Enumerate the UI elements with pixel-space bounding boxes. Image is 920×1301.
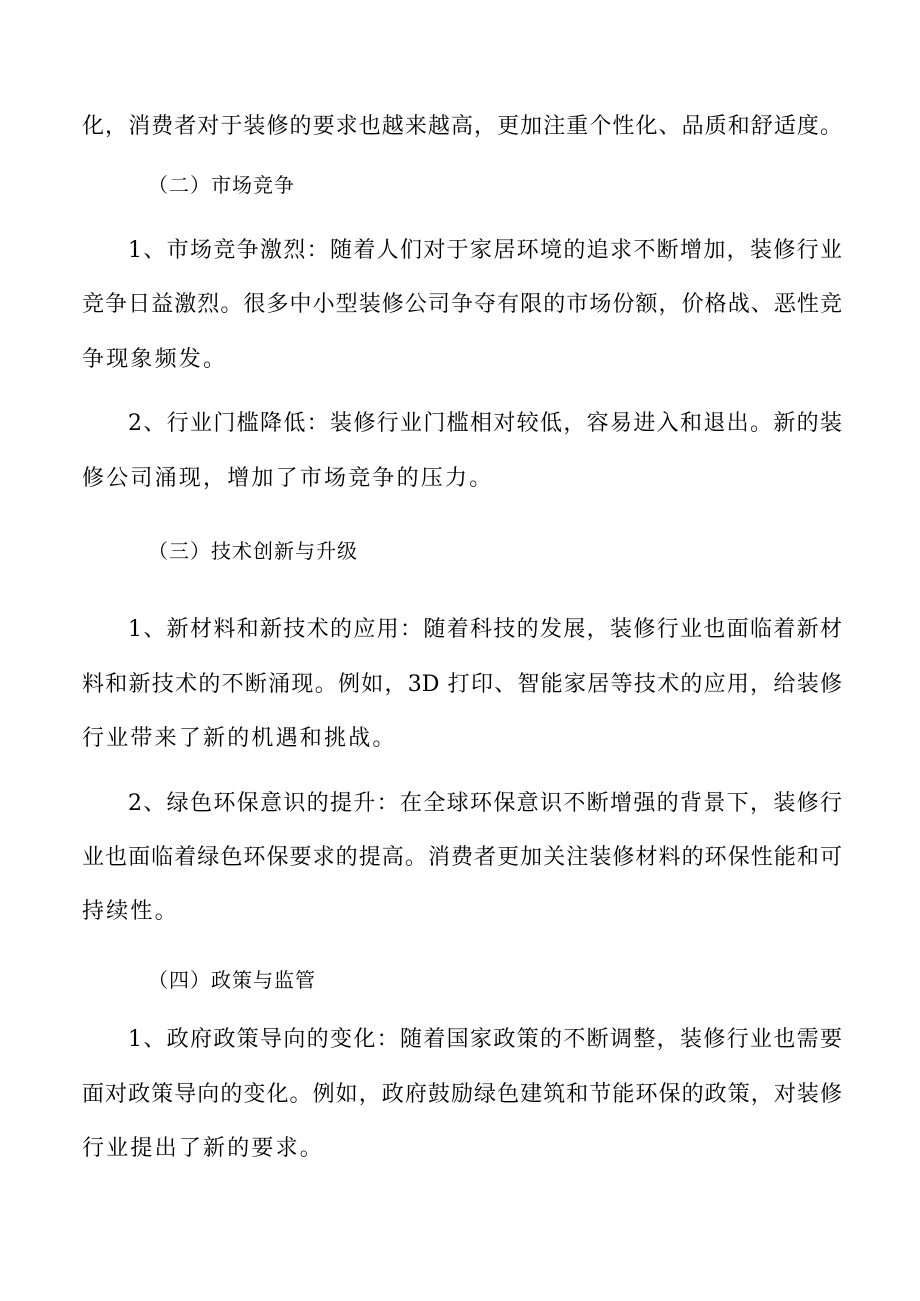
section-heading-market-competition: （二）市场竞争	[148, 173, 295, 197]
paragraph-line: 化，消费者对于装修的要求也越来越高，更加注重个性化、品质和舒适度。	[82, 114, 842, 139]
paragraph-line: 2、绿色环保意识的提升：在全球环保意识不断增强的背景下，装修行	[128, 791, 842, 816]
paragraph-line: 料和新技术的不断涌现。例如，3D 打印、智能家居等技术的应用，给装修	[82, 672, 842, 697]
paragraph-line: 面对政策导向的变化。例如，政府鼓励绿色建筑和节能环保的政策，对装修	[82, 1082, 842, 1107]
section-heading-policy-regulation: （四）政策与监管	[148, 968, 316, 992]
paragraph-line: 行业带来了新的机遇和挑战。	[82, 726, 397, 751]
paragraph-line: 持续性。	[82, 899, 179, 924]
paragraph-line: 1、市场竞争激烈：随着人们对于家居环境的追求不断增加，装修行业	[128, 238, 842, 263]
section-heading-tech-innovation: （三）技术创新与升级	[148, 539, 358, 563]
paragraph-line: 业也面临着绿色环保要求的提高。消费者更加关注装修材料的环保性能和可	[82, 845, 842, 870]
paragraph-line: 争现象频发。	[82, 347, 228, 372]
paragraph-line: 1、政府政策导向的变化：随着国家政策的不断调整，装修行业也需要	[128, 1027, 842, 1052]
paragraph-line: 2、行业门槛降低：装修行业门槛相对较低，容易进入和退出。新的装	[128, 411, 842, 436]
paragraph-line: 行业提出了新的要求。	[82, 1136, 325, 1161]
paragraph-line: 1、新材料和新技术的应用：随着科技的发展，装修行业也面临着新材	[128, 617, 842, 642]
paragraph-line: 竞争日益激烈。很多中小型装修公司争夺有限的市场份额，价格战、恶性竞	[82, 292, 842, 317]
paragraph-line: 修公司涌现，增加了市场竞争的压力。	[82, 466, 494, 491]
